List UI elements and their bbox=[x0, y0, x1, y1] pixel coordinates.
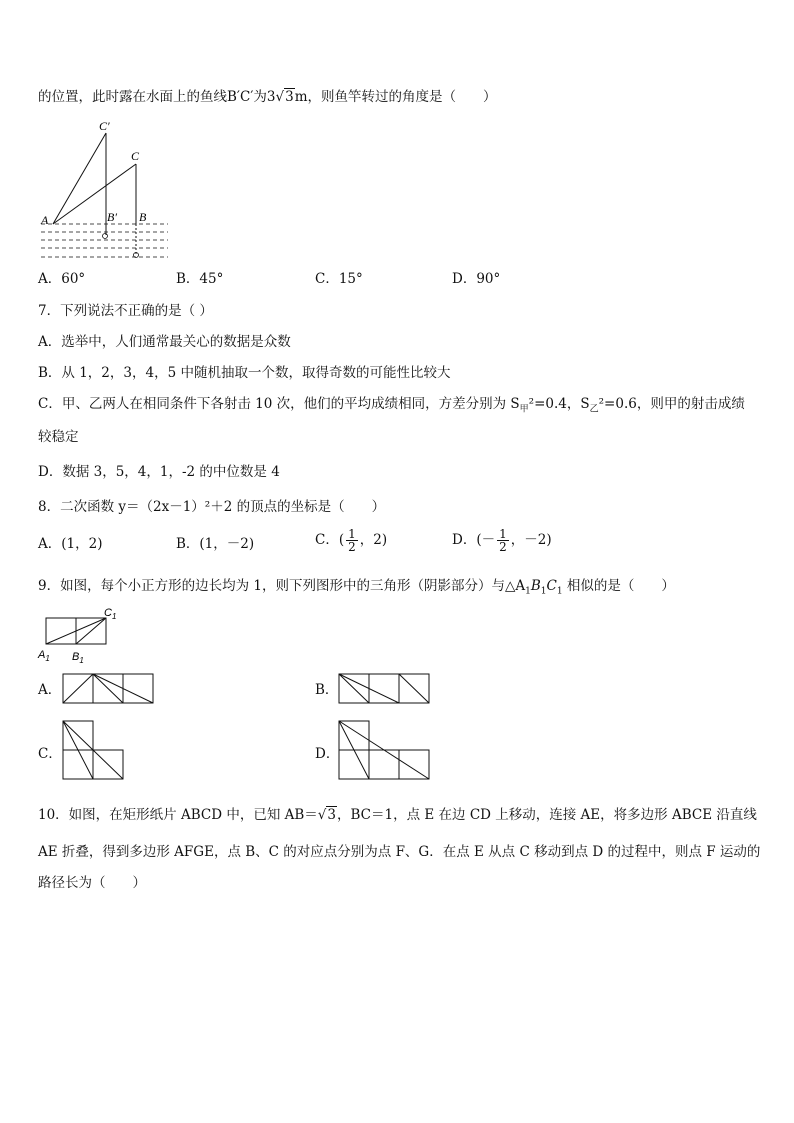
q9-option-a-label: A． bbox=[38, 682, 62, 698]
q9-option-c-label: C． bbox=[38, 746, 62, 762]
q8-stem: 8．二次函数 y＝（2x－1）²＋2 的顶点的坐标是（ ） bbox=[38, 499, 386, 515]
q10-line2: AE 折叠，得到多边形 AFGE，点 B、C 的对应点分别为点 F、G．在点 E 从点 C 移动到点 D 的过程中，则点 F 运动的 bbox=[38, 844, 761, 860]
q9-stem: 9．如图，每个小正方形的边长均为 1，则下列图形中的三角形（阴影部分）与$\triangle A_1B_1C_1$ 相似的是（ ） bbox=[38, 578, 675, 597]
q7-stem: 7．下列说法不正确的是（ ） bbox=[38, 303, 213, 319]
q10-line3: 路径长为（ ） bbox=[38, 875, 146, 891]
q6-option-d: D．90° bbox=[452, 271, 501, 287]
q6-label-c: C bbox=[131, 149, 140, 163]
q6-label-cp: C′ bbox=[99, 119, 110, 133]
q6-label-a: A bbox=[41, 213, 49, 227]
q6-figure bbox=[36, 118, 176, 268]
q7-option-a: A．选举中，人们通常最关心的数据是众数 bbox=[38, 334, 291, 350]
q6-label-b: B bbox=[139, 210, 147, 224]
q9-option-a-figure bbox=[62, 673, 156, 705]
q9-option-d-label: D． bbox=[315, 746, 340, 762]
q6-option-b: B．45° bbox=[176, 271, 224, 287]
q9-label-b1: $B_1$ bbox=[72, 651, 84, 665]
q7-option-b: B．从 1，2，3，4，5 中随机抽取一个数，取得奇数的可能性比较大 bbox=[38, 365, 451, 381]
q6-sqrt: 3√3 bbox=[266, 89, 294, 105]
q7-option-c-line1: C．甲、乙两人在相同条件下各射击 10 次，他们的平均成绩相同，方差分别为 $S_甲^2=0.4$，$S_乙^2=0.6$，则甲的射击成绩 bbox=[38, 396, 745, 415]
q7-option-c-line2: 较稳定 bbox=[38, 429, 79, 445]
q8-option-d-fraction: $\frac{1}{2}$ bbox=[499, 527, 507, 554]
q9-label-c1: $C_1$ bbox=[104, 607, 117, 621]
q9-label-a1: $A_1$ bbox=[38, 649, 50, 663]
q7-option-d: D．数据 3，5，4，1，-2 的中位数是 4 bbox=[38, 464, 280, 480]
q8-option-b: B．(1，－2) bbox=[176, 536, 255, 552]
q8-option-a: A．(1，2) bbox=[38, 536, 103, 552]
q9-option-b-figure bbox=[338, 673, 432, 705]
q9-option-c-figure bbox=[62, 720, 126, 782]
q10-sqrt: √3 bbox=[317, 807, 336, 823]
q8-option-c: C．( $\frac{1}{2}$ ，2) bbox=[315, 527, 388, 554]
q9-option-b-label: B． bbox=[315, 682, 339, 698]
q6-option-c: C．15° bbox=[315, 271, 363, 287]
q10-line1: 10．如图，在矩形纸片 ABCD 中，已知 AB＝√3，BC＝1，点 E 在边 CD 上移动，连接 AE，将多边形 ABCE 沿直线 bbox=[38, 807, 757, 823]
q9-option-d-figure bbox=[338, 720, 432, 782]
q8-option-c-fraction: $\frac{1}{2}$ bbox=[348, 527, 356, 554]
q6-stem: 的位置，此时露在水面上的鱼线B′C′为3√3m，则鱼竿转过的角度是（ ） bbox=[38, 89, 497, 105]
q6-label-bp: B′ bbox=[107, 210, 117, 224]
q9-reference-figure bbox=[36, 606, 136, 666]
q6-option-a: A．60° bbox=[38, 271, 86, 287]
q8-option-d: D．(－ $\frac{1}{2}$ ，－2) bbox=[452, 527, 552, 554]
